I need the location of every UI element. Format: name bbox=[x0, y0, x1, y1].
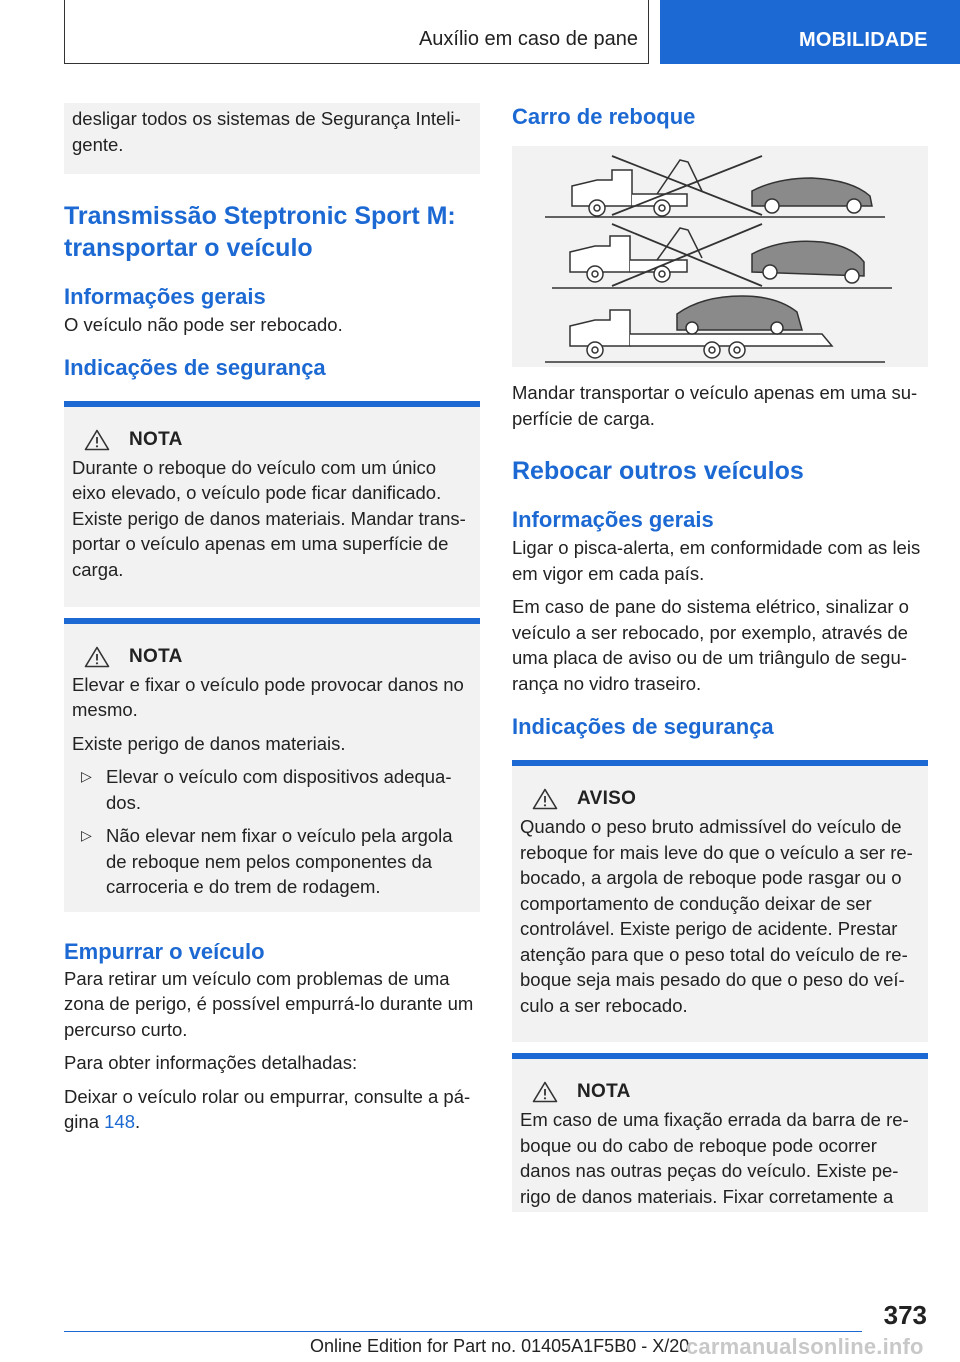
note-header bbox=[520, 1079, 920, 1105]
warning-triangle-icon bbox=[532, 1081, 558, 1103]
intro-text: desligar todos os sistemas de Segurança Inteli‐ gente. bbox=[72, 108, 461, 155]
note-box-1 bbox=[64, 401, 480, 607]
tow-truck-diagram-icon bbox=[512, 146, 928, 367]
push-text-2: Para obter informações detalhadas: bbox=[64, 1052, 358, 1073]
section-heading-steptronic: Transmissão Steptronic Sport M: transportar o veículo bbox=[64, 202, 456, 262]
warning-text: Quando o peso bruto admissível do veículo de reboque for mais leve do que o veículo a ser re‐ bocado, a argola de reboque pode rasgar ou o comportamento de condução deixar de ser controlável. Existe perigo de acidente. Prestar atenção para que o peso total do veículo de re‐ boque seja mais pesado do que o peso do veí‐ culo a ser rebocado. bbox=[520, 816, 913, 1016]
note-title: NOTA bbox=[129, 645, 183, 667]
warning-triangle-icon bbox=[84, 429, 110, 451]
triangle-bullet-icon: ▷ bbox=[81, 827, 92, 843]
push-text-3: Deixar o veículo rolar ou empurrar, consulte a pá‐ gina 148. bbox=[64, 1085, 471, 1132]
note-header bbox=[72, 644, 472, 670]
page-number: 373 bbox=[883, 1300, 927, 1330]
heading-tow-truck: Carro de reboque bbox=[512, 104, 696, 129]
heading-safety: Indicações de segurança bbox=[512, 714, 774, 739]
image-caption: Mandar transportar o veículo apenas em uma su‐ perfície de carga. bbox=[512, 382, 918, 429]
heading-info-general: Informações gerais bbox=[64, 284, 266, 309]
watermark: carmanualsonline.info bbox=[686, 1334, 924, 1359]
push-text-1: Para retirar um veículo com problemas de uma zona de perigo, é possível empurrá-lo durante um percurso curto. bbox=[64, 967, 474, 1040]
note-text: Durante o reboque do veículo com um único eixo elevado, o veículo pode ficar danificado. Existe perigo de danos materiais. Mandar trans‐ portar o veículo apenas em uma superfície de carga. bbox=[72, 456, 466, 580]
heading-push-vehicle: Empurrar o veículo bbox=[64, 938, 265, 964]
header-section-title: Auxílio em caso de pane bbox=[418, 28, 638, 50]
section-heading-tow-others: Rebocar outros veículos bbox=[512, 457, 804, 485]
warning-box bbox=[512, 760, 928, 1042]
footer-edition: Online Edition for Part no. 01405A1F5B0 - X/20 bbox=[310, 1336, 690, 1356]
list-item: ▷ Não elevar nem fixar o veículo pela argola de reboque nem pelos componentes da carroceria e do trem de rodagem. bbox=[81, 825, 453, 897]
right-column bbox=[512, 103, 928, 1212]
note-title: NOTA bbox=[577, 1081, 631, 1102]
left-column bbox=[64, 103, 480, 1135]
tow-truck-illustration bbox=[512, 146, 928, 367]
heading-info-general: Informações gerais bbox=[512, 507, 714, 532]
intro-box bbox=[64, 103, 480, 174]
heading-safety: Indicações de segurança bbox=[64, 354, 326, 380]
list-item: ▷ Elevar o veículo com dispositivos adequa‐ dos. bbox=[81, 766, 452, 813]
note-text: Existe perigo de danos materiais. bbox=[72, 732, 346, 754]
warning-triangle-icon bbox=[532, 788, 558, 810]
footer-divider bbox=[64, 1331, 862, 1332]
note-text: Em caso de uma fixação errada da barra de re‐ boque ou do cabo de reboque pode ocorrer danos nas outras peças do veículo. Existe pe‐ rigo de danos materiais. Fixar corretamente a bbox=[520, 1109, 909, 1207]
note-text: Elevar e fixar o veículo pode provocar danos no mesmo. bbox=[72, 673, 464, 720]
bullet-list bbox=[72, 764, 472, 900]
info-text: O veículo não pode ser rebocado. bbox=[64, 314, 343, 335]
note-header bbox=[72, 427, 472, 453]
page-link[interactable]: 148 bbox=[104, 1111, 135, 1132]
warning-triangle-icon bbox=[84, 646, 110, 668]
warning-title: AVISO bbox=[577, 788, 637, 809]
info-text-1: Ligar o pisca-alerta, em conformidade com as leis em vigor em cada país. bbox=[512, 537, 921, 584]
header-tab-mobilidade[interactable]: MOBILIDADE bbox=[660, 0, 960, 64]
note-header bbox=[520, 786, 920, 812]
triangle-bullet-icon: ▷ bbox=[81, 768, 92, 784]
note-title: NOTA bbox=[129, 428, 183, 450]
note-box-3 bbox=[512, 1053, 928, 1212]
note-box-2 bbox=[64, 618, 480, 912]
info-text-2: Em caso de pane do sistema elétrico, sinalizar o veículo a ser rebocado, por exemplo, através de uma placa de aviso ou de um triângulo de segu‐ rança no vidro traseiro. bbox=[512, 596, 909, 694]
